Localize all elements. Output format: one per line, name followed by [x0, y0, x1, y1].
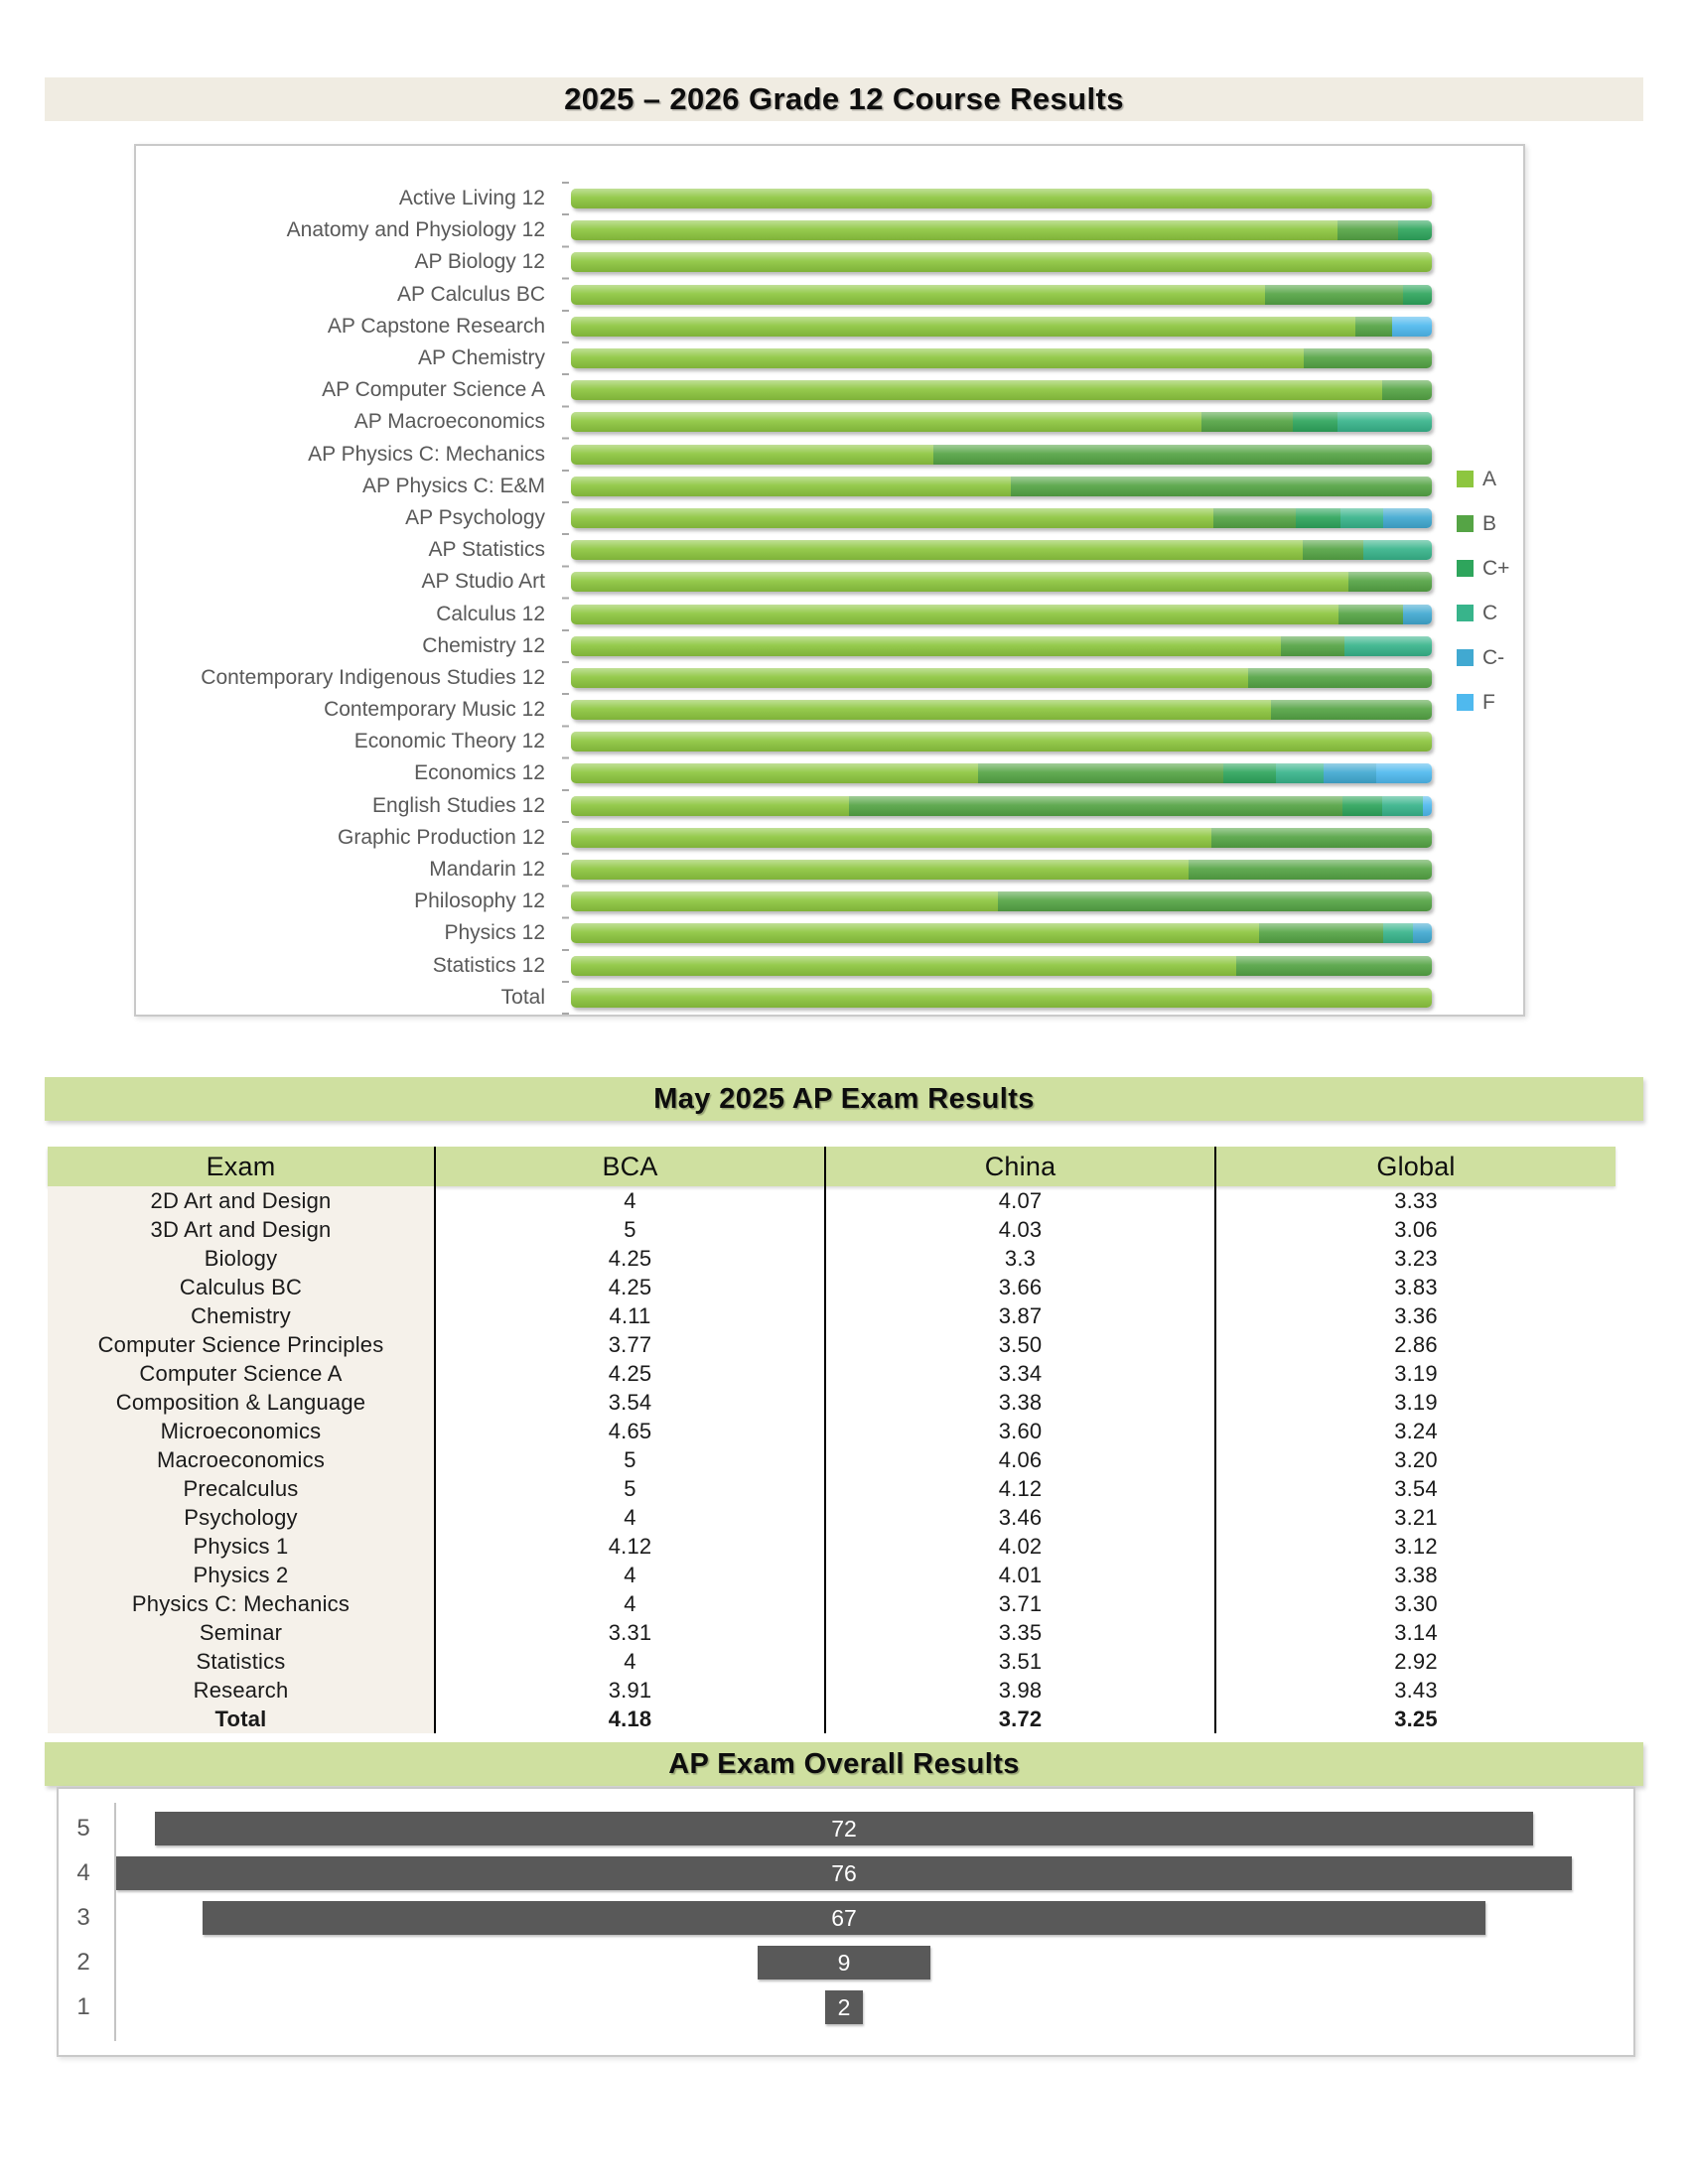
legend-label: A [1482, 467, 1497, 490]
table-cell: 3.14 [1214, 1618, 1616, 1647]
table-cell: Macroeconomics [48, 1445, 434, 1474]
course-label: Graphic Production 12 [338, 825, 545, 849]
column-header: Exam [206, 1151, 276, 1181]
course-row [136, 694, 1523, 726]
grade-stacked-bar [571, 732, 1432, 751]
table-cell: 4.07 [824, 1186, 1214, 1215]
column-header: BCA [434, 1147, 824, 1186]
table-row [48, 1330, 1616, 1359]
grade-segment-B [1201, 412, 1293, 432]
score-label: 3 [76, 1904, 90, 1931]
grade-stacked-bar [571, 412, 1432, 432]
table-row [48, 1589, 1616, 1618]
grade-segment-B [1248, 668, 1432, 688]
table-cell: 5 [434, 1474, 824, 1503]
grade-segment-C+ [1403, 285, 1432, 305]
grade-stacked-bar [571, 828, 1432, 848]
score-bar [825, 1990, 864, 2024]
table-cell: 3.91 [434, 1676, 824, 1705]
grade-segment-A [571, 317, 1355, 337]
page-title [45, 77, 1643, 121]
course-label: Calculus 12 [436, 602, 545, 625]
grade-segment-C+ [1293, 412, 1338, 432]
overall-results-chart [57, 1787, 1635, 2057]
table-cell: 2D Art and Design [48, 1186, 434, 1215]
exam-results-header-text: May 2025 AP Exam Results [653, 1082, 1035, 1115]
grade-segment-A [571, 252, 1432, 272]
grade-segment-C- [1403, 605, 1432, 624]
course-row [136, 311, 1523, 342]
table-row [48, 1445, 1616, 1474]
score-value: 67 [831, 1904, 857, 1931]
grade-distribution-rows [136, 183, 1523, 1014]
table-cell: 4.25 [434, 1359, 824, 1388]
table-total-row [48, 1705, 1616, 1733]
score-label: 1 [76, 1993, 90, 2020]
grade-segment-C+ [1223, 763, 1276, 783]
legend-swatch-icon [1457, 515, 1474, 532]
course-label: Statistics 12 [432, 953, 545, 977]
table-cell: 2.86 [1214, 1330, 1616, 1359]
legend-label: C+ [1482, 556, 1510, 580]
course-row [136, 886, 1523, 917]
grade-segment-A [571, 445, 933, 465]
table-cell: 4.01 [824, 1561, 1214, 1589]
grade-segment-B [1304, 348, 1432, 368]
table-cell: 3.98 [824, 1676, 1214, 1705]
course-label: Philosophy 12 [414, 889, 545, 913]
overall-results-header-text: AP Exam Overall Results [668, 1747, 1020, 1780]
grade-stacked-bar [571, 668, 1432, 688]
legend-item-B [1457, 511, 1509, 535]
course-label: AP Computer Science A [322, 378, 545, 402]
grade-segment-A [571, 763, 978, 783]
legend-item-F [1457, 690, 1509, 714]
course-label: AP Statistics [428, 538, 545, 562]
grade-segment-C- [1413, 923, 1432, 943]
table-cell: 3.46 [824, 1503, 1214, 1532]
course-row [136, 439, 1523, 471]
grade-stacked-bar [571, 700, 1432, 720]
course-row [136, 566, 1523, 598]
grade-segment-C [1337, 412, 1432, 432]
grade-stacked-bar [571, 189, 1432, 208]
table-cell: 4.25 [434, 1244, 824, 1273]
grade-segment-F [1423, 796, 1432, 816]
grade-segment-C- [1383, 508, 1432, 528]
course-label: Anatomy and Physiology 12 [286, 218, 545, 242]
table-cell: 3.24 [1214, 1417, 1616, 1445]
course-label: Physics 12 [444, 921, 545, 945]
table-cell: 3.3 [824, 1244, 1214, 1273]
course-label: AP Chemistry [418, 346, 545, 370]
score-value: 72 [831, 1815, 857, 1842]
table-cell: 4 [434, 1186, 824, 1215]
table-cell: Computer Science Principles [48, 1330, 434, 1359]
overall-results-header [45, 1742, 1643, 1786]
grade-segment-A [571, 700, 1271, 720]
grade-segment-B [1189, 860, 1432, 880]
course-label: AP Physics C: E&M [362, 474, 545, 497]
course-row [136, 598, 1523, 629]
table-cell: 3.19 [1214, 1359, 1616, 1388]
table-row [48, 1273, 1616, 1301]
grade-segment-B [933, 445, 1432, 465]
legend-label: C- [1482, 645, 1505, 669]
legend-item-C [1457, 601, 1509, 624]
grade-segment-A [571, 189, 1432, 208]
course-label: AP Calculus BC [396, 282, 545, 306]
grade-segment-B [1271, 700, 1432, 720]
table-cell: 3.38 [824, 1388, 1214, 1417]
table-cell: Calculus BC [48, 1273, 434, 1301]
table-cell: 3.72 [824, 1705, 1214, 1733]
grade-segment-A [571, 220, 1337, 240]
score-label: 4 [76, 1859, 90, 1886]
grade-segment-B [1265, 285, 1404, 305]
course-label: Economic Theory 12 [353, 730, 545, 753]
grade-segment-A [571, 540, 1303, 560]
table-row [48, 1503, 1616, 1532]
score-bar [758, 1946, 930, 1979]
legend-item-A [1457, 467, 1509, 490]
table-cell: 3.36 [1214, 1301, 1616, 1330]
table-cell: 2.92 [1214, 1647, 1616, 1676]
exam-results-header [45, 1077, 1643, 1121]
legend-swatch-icon [1457, 694, 1474, 711]
table-row [48, 1618, 1616, 1647]
grade-segment-A [571, 923, 1259, 943]
table-cell: 4.06 [824, 1445, 1214, 1474]
legend-swatch-icon [1457, 471, 1474, 487]
grade-segment-A [571, 285, 1265, 305]
table-cell: Psychology [48, 1503, 434, 1532]
grade-stacked-bar [571, 477, 1432, 496]
table-cell: 3.43 [1214, 1676, 1616, 1705]
legend-item-C- [1457, 645, 1509, 669]
course-row [136, 854, 1523, 886]
score-row [59, 1855, 1633, 1891]
course-label: Mandarin 12 [429, 858, 545, 882]
course-row [136, 246, 1523, 278]
table-cell: 3.51 [824, 1647, 1214, 1676]
score-value: 2 [837, 1993, 851, 2020]
legend-item-C+ [1457, 556, 1510, 580]
table-row [48, 1676, 1616, 1705]
grade-stacked-bar [571, 763, 1432, 783]
score-row [59, 1989, 1633, 2025]
course-row [136, 982, 1523, 1014]
page-title-text: 2025 – 2026 Grade 12 Course Results [564, 81, 1124, 116]
course-label: Total [500, 985, 545, 1009]
score-value: 9 [837, 1949, 851, 1976]
course-row [136, 214, 1523, 246]
grade-segment-B [1355, 317, 1392, 337]
grade-segment-A [571, 477, 1011, 496]
course-row [136, 471, 1523, 502]
grade-segment-A [571, 988, 1432, 1008]
course-label: AP Biology 12 [414, 250, 545, 274]
grade-segment-A [571, 891, 998, 911]
grade-segment-B [1348, 572, 1432, 592]
grade-stacked-bar [571, 572, 1432, 592]
grade-segment-B [1338, 605, 1403, 624]
table-cell: 3.31 [434, 1618, 824, 1647]
table-row [48, 1244, 1616, 1273]
legend-label: B [1482, 511, 1497, 535]
grade-stacked-bar [571, 956, 1432, 976]
grade-segment-C+ [1342, 796, 1382, 816]
grade-segment-A [571, 668, 1248, 688]
course-row [136, 757, 1523, 789]
table-cell: 3.35 [824, 1618, 1214, 1647]
table-cell: Chemistry [48, 1301, 434, 1330]
table-cell: Biology [48, 1244, 434, 1273]
grade-segment-F [1392, 317, 1432, 337]
grade-segment-C- [1324, 763, 1377, 783]
grade-segment-F [1376, 763, 1431, 783]
table-cell: 4 [434, 1647, 824, 1676]
score-bar [203, 1901, 1485, 1935]
table-row [48, 1215, 1616, 1244]
course-row [136, 917, 1523, 949]
grade-segment-A [571, 348, 1304, 368]
table-cell: 3.54 [434, 1388, 824, 1417]
grade-segment-C [1363, 540, 1432, 560]
table-cell: 3.71 [824, 1589, 1214, 1618]
table-cell: 3.54 [1214, 1474, 1616, 1503]
table-cell: 4.18 [434, 1705, 824, 1733]
course-row [136, 374, 1523, 406]
table-row [48, 1532, 1616, 1561]
table-cell: 3.23 [1214, 1244, 1616, 1273]
table-cell: Research [48, 1676, 434, 1705]
course-row [136, 726, 1523, 757]
grade-segment-B [1382, 380, 1432, 400]
grade-segment-A [571, 605, 1338, 624]
grade-segment-C [1276, 763, 1324, 783]
grade-segment-A [571, 828, 1211, 848]
table-cell: 3.83 [1214, 1273, 1616, 1301]
table-row [48, 1561, 1616, 1589]
grade-segment-A [571, 508, 1213, 528]
grade-stacked-bar [571, 988, 1432, 1008]
grade-stacked-bar [571, 220, 1432, 240]
grade-segment-A [571, 860, 1189, 880]
table-cell: Physics 1 [48, 1532, 434, 1561]
grade-segment-B [1213, 508, 1296, 528]
grade-legend [1457, 467, 1510, 714]
table-cell: 3.20 [1214, 1445, 1616, 1474]
table-row [48, 1388, 1616, 1417]
table-cell: 5 [434, 1215, 824, 1244]
table-cell: 3.34 [824, 1359, 1214, 1388]
table-row [48, 1186, 1616, 1215]
grade-segment-B [1281, 636, 1343, 656]
grade-segment-C+ [1398, 220, 1432, 240]
course-label: Active Living 12 [398, 187, 545, 210]
grade-stacked-bar [571, 605, 1432, 624]
grade-segment-C+ [1296, 508, 1340, 528]
course-label: AP Macroeconomics [353, 410, 545, 434]
grade-segment-B [1236, 956, 1432, 976]
table-cell: 3.33 [1214, 1186, 1616, 1215]
table-cell: 5 [434, 1445, 824, 1474]
table-cell: Physics 2 [48, 1561, 434, 1589]
course-label: English Studies 12 [372, 793, 545, 817]
table-cell: 4.11 [434, 1301, 824, 1330]
table-body [48, 1186, 1616, 1733]
grade-stacked-bar [571, 508, 1432, 528]
course-row [136, 406, 1523, 438]
score-label: 5 [76, 1815, 90, 1842]
course-label: Economics 12 [414, 761, 545, 785]
grade-segment-A [571, 412, 1201, 432]
legend-swatch-icon [1457, 560, 1474, 577]
course-label: Contemporary Indigenous Studies 12 [201, 665, 545, 689]
grade-segment-A [571, 572, 1348, 592]
table-cell: Statistics [48, 1647, 434, 1676]
course-row [136, 183, 1523, 214]
grade-stacked-bar [571, 380, 1432, 400]
grade-stacked-bar [571, 923, 1432, 943]
table-cell: Physics C: Mechanics [48, 1589, 434, 1618]
table-cell: 3.06 [1214, 1215, 1616, 1244]
score-label: 2 [76, 1949, 90, 1976]
grade-segment-A [571, 956, 1236, 976]
grade-segment-B [1303, 540, 1363, 560]
grade-stacked-bar [571, 348, 1432, 368]
course-label: Chemistry 12 [422, 633, 545, 657]
grade-stacked-bar [571, 891, 1432, 911]
table-row [48, 1301, 1616, 1330]
grade-segment-C [1344, 636, 1432, 656]
table-cell: 4.03 [824, 1215, 1214, 1244]
table-cell: 4 [434, 1589, 824, 1618]
grade-segment-C [1382, 796, 1424, 816]
grade-segment-B [849, 796, 1342, 816]
table-header-row [48, 1147, 1616, 1186]
score-row [59, 1945, 1633, 1980]
grade-segment-B [1337, 220, 1399, 240]
grade-stacked-bar [571, 252, 1432, 272]
legend-label: F [1482, 690, 1495, 714]
grade-segment-C [1340, 508, 1383, 528]
table-cell: 3.19 [1214, 1388, 1616, 1417]
table-cell: 3.50 [824, 1330, 1214, 1359]
course-row [136, 502, 1523, 534]
table-cell: 3.66 [824, 1273, 1214, 1301]
exam-results-table [48, 1147, 1616, 1733]
table-row [48, 1417, 1616, 1445]
table-cell: Microeconomics [48, 1417, 434, 1445]
legend-swatch-icon [1457, 649, 1474, 666]
table-cell: 4 [434, 1503, 824, 1532]
table-cell: 3.87 [824, 1301, 1214, 1330]
table-cell: Precalculus [48, 1474, 434, 1503]
course-row [136, 279, 1523, 311]
grade-segment-B [978, 763, 1223, 783]
grade-stacked-bar [571, 445, 1432, 465]
table-row [48, 1474, 1616, 1503]
table-cell: Computer Science A [48, 1359, 434, 1388]
course-row [136, 534, 1523, 566]
course-row [136, 662, 1523, 694]
table-row [48, 1647, 1616, 1676]
table-cell: Seminar [48, 1618, 434, 1647]
column-header: Global [1214, 1147, 1616, 1186]
legend-label: C [1482, 601, 1498, 624]
score-row [59, 1900, 1633, 1936]
grade-stacked-bar [571, 860, 1432, 880]
grade-segment-B [998, 891, 1432, 911]
table-cell: 3D Art and Design [48, 1215, 434, 1244]
score-bar [155, 1812, 1534, 1845]
table-cell: 4.25 [434, 1273, 824, 1301]
legend-swatch-icon [1457, 605, 1474, 621]
course-row [136, 822, 1523, 854]
table-cell: 3.30 [1214, 1589, 1616, 1618]
table-cell: 4.12 [434, 1532, 824, 1561]
table-cell: 3.77 [434, 1330, 824, 1359]
grade-stacked-bar [571, 636, 1432, 656]
table-cell: 4 [434, 1561, 824, 1589]
table-cell: 4.65 [434, 1417, 824, 1445]
table-cell: 3.60 [824, 1417, 1214, 1445]
grade-stacked-bar [571, 796, 1432, 816]
grade-segment-A [571, 380, 1382, 400]
score-row [59, 1811, 1633, 1846]
course-label: AP Studio Art [421, 570, 545, 594]
course-row [136, 950, 1523, 982]
grade-segment-A [571, 636, 1281, 656]
grade-distribution-chart [134, 144, 1525, 1017]
grade-segment-A [571, 796, 849, 816]
course-label: AP Psychology [405, 505, 545, 529]
grade-segment-B [1211, 828, 1432, 848]
grade-segment-C [1383, 923, 1413, 943]
table-cell: 3.38 [1214, 1561, 1616, 1589]
table-cell: Total [48, 1705, 434, 1733]
grade-stacked-bar [571, 317, 1432, 337]
table-cell: 3.25 [1214, 1705, 1616, 1733]
table-cell: 3.12 [1214, 1532, 1616, 1561]
course-row [136, 342, 1523, 374]
table-cell: Composition & Language [48, 1388, 434, 1417]
course-label: AP Physics C: Mechanics [308, 442, 545, 466]
course-row [136, 790, 1523, 822]
grade-segment-A [571, 732, 1432, 751]
course-row [136, 630, 1523, 662]
table-row [48, 1359, 1616, 1388]
grade-segment-B [1259, 923, 1383, 943]
column-header: China [824, 1147, 1214, 1186]
table-cell: 3.21 [1214, 1503, 1616, 1532]
table-cell: 4.12 [824, 1474, 1214, 1503]
table-cell: 4.02 [824, 1532, 1214, 1561]
course-label: Contemporary Music 12 [324, 698, 545, 722]
score-value: 76 [831, 1859, 857, 1886]
grade-segment-B [1011, 477, 1432, 496]
grade-stacked-bar [571, 540, 1432, 560]
score-bar [116, 1856, 1572, 1890]
course-label: AP Capstone Research [327, 314, 545, 338]
grade-stacked-bar [571, 285, 1432, 305]
